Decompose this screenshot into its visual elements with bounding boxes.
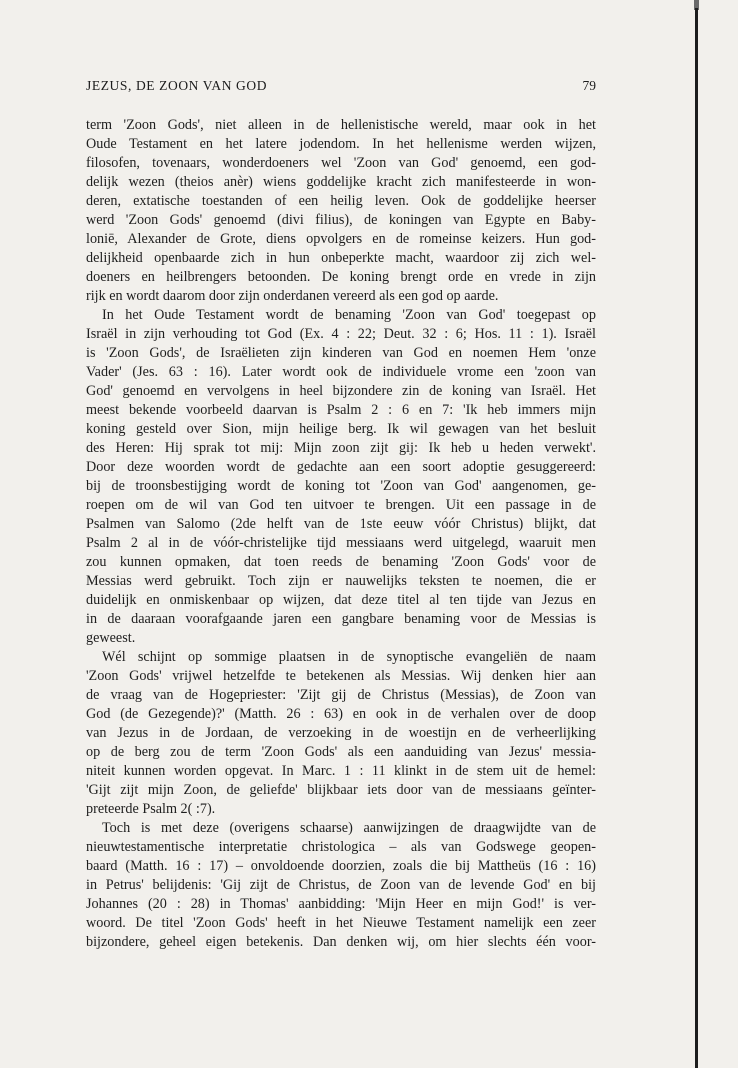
text-line: duidelijk en onmiskenbaar op wijzen, dat deze titel al ten tijde van Jezus en bbox=[86, 592, 596, 608]
page-number: 79 bbox=[582, 78, 596, 93]
text-line: Psalmen van Salomo (2de helft van de 1ste eeuw vóór Christus) blijkt, dat bbox=[86, 516, 596, 532]
text-line: des Heren: Hij sprak tot mij: Mijn zoon zijt gij: Ik heb u heden verwekt'. bbox=[86, 440, 596, 456]
text-line: roepen om de wil van God ten uitvoer te brengen. Uit een passage in de bbox=[86, 497, 596, 513]
text-line: woord. De titel 'Zoon Gods' heeft in het Nieuwe Testament namelijk een zeer bbox=[86, 915, 596, 931]
text-line: 'Gijt zijt mijn Zoon, de geliefde' blijkbaar iets door van de messiaans geïnter- bbox=[86, 782, 596, 798]
text-line: niteit kunnen worden opgevat. In Marc. 1 : 11 klinkt in de stem uit de hemel: bbox=[86, 763, 596, 779]
text-line: Johannes (20 : 28) in Thomas' aanbidding: 'Mijn Heer en mijn God!' is ver- bbox=[86, 896, 596, 912]
text-line: filosofen, tovenaars, wonderdoeners wel 'Zoon van God' genoemd, een god- bbox=[86, 155, 596, 171]
text-line: koning gesteld over Sion, mijn heilige berg. Ik wil gewagen van het besluit bbox=[86, 421, 596, 437]
text-line: op de berg zou de term 'Zoon Gods' als een aanduiding van Jezus' messia- bbox=[86, 744, 596, 760]
text-line: 'Zoon Gods' vrijwel hetzelfde te betekenen als Messias. Wij denken hier aan bbox=[86, 668, 596, 684]
text-line: loniē, Alexander de Grote, diens opvolgers en de romeinse keizers. Hun god- bbox=[86, 231, 596, 247]
text-line: deren, extatische toestanden of een heilig leven. Ook de goddelijke heerser bbox=[86, 193, 596, 209]
text-line: geweest. bbox=[86, 630, 136, 646]
text-line: delijkheid openbaarde zich in hun onbeperkte macht, waardoor zij zich wel- bbox=[86, 250, 596, 266]
paragraph bbox=[86, 306, 596, 648]
page-edge-line bbox=[695, 8, 698, 1068]
text-line: Messias werd gebruikt. Toch zijn er nauwelijks teksten te noemen, die er bbox=[86, 573, 596, 589]
paragraph bbox=[86, 648, 596, 819]
text-line: in de daaraan voorafgaande jaren een gangbare benaming voor de Messias is bbox=[86, 611, 596, 627]
text-line: Door deze woorden wordt de gedachte aan een soort adoptie gesuggereerd: bbox=[86, 459, 596, 475]
text-line: Toch is met deze (overigens schaarse) aanwijzingen de draagwijdte van de bbox=[102, 820, 596, 836]
text-line: Israël in zijn verhouding tot God (Ex. 4 : 22; Deut. 32 : 6; Hos. 11 : 1). Israël bbox=[86, 326, 596, 342]
text-line: term 'Zoon Gods', niet alleen in de hellenistische wereld, maar ook in het bbox=[86, 117, 596, 133]
paragraph bbox=[86, 819, 596, 952]
text-line: rijk en wordt daarom door zijn onderdanen vereerd als een god op aarde. bbox=[86, 288, 499, 304]
text-line: Psalm 2 al in de vóór-christelijke tijd messiaans werd uitgelegd, waaruit men bbox=[86, 535, 596, 551]
text-line: werd 'Zoon Gods' genoemd (divi filius), de koningen van Egypte en Baby- bbox=[86, 212, 596, 228]
running-header bbox=[86, 78, 596, 100]
text-line: bij de troonsbestijging wordt de koning tot 'Zoon van God' aangenomen, ge- bbox=[86, 478, 596, 494]
text-line: nieuwtestamentische interpretatie christologica – als van Godswege geopen- bbox=[86, 839, 596, 855]
text-line: In het Oude Testament wordt de benaming 'Zoon van God' toegepast op bbox=[102, 307, 596, 323]
text-line: bijzondere, geheel eigen betekenis. Dan denken wij, om hier slechts één voor- bbox=[86, 934, 596, 950]
text-line: zou kunnen opmaken, dat toen reeds de benaming 'Zoon Gods' voor de bbox=[86, 554, 596, 570]
text-line: preteerde Psalm 2( :7). bbox=[86, 801, 216, 817]
text-line: Oude Testament en het latere jodendom. In het hellenisme werden wijzen, bbox=[86, 136, 596, 152]
text-line: Wél schijnt op sommige plaatsen in de synoptische evangeliën de naam bbox=[102, 649, 596, 665]
text-line: God (de Gezegende)?' (Matth. 26 : 63) en ook in de verhalen over de doop bbox=[86, 706, 596, 722]
text-line: baard (Matth. 16 : 17) – onvoldoende doorzien, zoals die bij Mattheüs (16 : 16) bbox=[86, 858, 596, 874]
text-line: de vraag van de Hogepriester: 'Zijt gij de Christus (Messias), de Zoon van bbox=[86, 687, 596, 703]
chapter-title: JEZUS, DE ZOON VAN GOD bbox=[86, 78, 268, 93]
text-line: Vader' (Jes. 63 : 16). Later wordt ook de individuele vrome een 'zoon van bbox=[86, 364, 596, 380]
text-line: doeners en heilbrengers betoonden. De koning brengt orde en vrede in zijn bbox=[86, 269, 596, 285]
text-line: is 'Zoon Gods', de Israëlieten zijn kinderen van God en noemen Hem 'onze bbox=[86, 345, 596, 361]
text-line: meest bekende voorbeeld daarvan is Psalm 2 : 6 en 7: 'Ik heb immers mijn bbox=[86, 402, 596, 418]
text-line: delijk wezen (theios anèr) wiens goddelijke kracht zich manifesteerde in won- bbox=[86, 174, 596, 190]
text-line: in Petrus' belijdenis: 'Gij zijt de Christus, de Zoon van de levende God' en bij bbox=[86, 877, 596, 893]
body-text bbox=[86, 116, 596, 952]
text-line: van Jezus in de Jordaan, de verzoeking in de woestijn en de verheerlijking bbox=[86, 725, 596, 741]
text-line: God' genoemd en vervolgens in heel bijzondere zin de koning van Israël. Het bbox=[86, 383, 596, 399]
paragraph bbox=[86, 116, 596, 306]
